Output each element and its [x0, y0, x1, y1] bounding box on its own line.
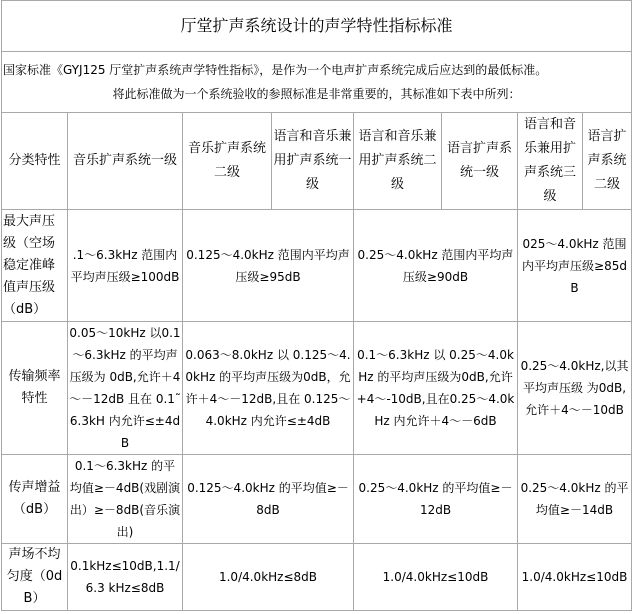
table-cell: 0.125～4.0kHz 的平均值≥－8dB	[183, 455, 354, 544]
table-cell: 0.05～10kHz 以0.1～6.3kHz 的平均声压级为 0dB,允许＋4～－12dB 且在 0.1˜6.3kH 内允许≤±4dB	[68, 322, 183, 455]
header-cell: 音乐扩声系统二级	[183, 113, 272, 210]
row-label: 最大声压级（空场稳定准峰值声压级（dB）	[2, 210, 68, 322]
table-cell: 0.1～6.3kHz 的平均值≥－4dB(戏剧演出）≥－8dB(音乐演出)	[68, 455, 183, 544]
row-label: 传声增益（dB）	[2, 455, 68, 544]
table-cell: 0.1kHz≤10dB,1.1/6.3 kHz≤8dB	[68, 544, 183, 611]
page-title: 厅堂扩声系统设计的声学特性指标标准	[2, 1, 632, 52]
table-row	[2, 322, 632, 455]
header-row	[2, 113, 632, 210]
standards-table	[1, 0, 632, 611]
table-row	[2, 210, 632, 322]
row-label: 声场不均匀度（0dB）	[2, 544, 68, 611]
table-row	[2, 544, 632, 611]
table-cell: 0.1～6.3kHz 以 0.25～4.0kHz 的平均声压级为0dB,允许+4～-10dB,且在0.25～4.0kHz 内允许＋4～－6dB	[354, 322, 518, 455]
table-row	[2, 455, 632, 544]
header-cell: 语言扩声系统二级	[583, 113, 632, 210]
intro-line-2: 将此标准做为一个系统验收的参照标准是非常重要的，其标准如下表中所列：	[112, 87, 521, 101]
header-cell: 语言和音乐兼用扩声系统三级	[518, 113, 583, 210]
intro-text	[2, 52, 632, 113]
header-cell: 分类特性	[2, 113, 68, 210]
table-cell: 0.25～4.0kHz 范围内平均声压级≥90dB	[354, 210, 518, 322]
table-cell: 0.25～4.0kHz,以其平均声压级 为0dB,允许＋4～－10dB	[518, 322, 632, 455]
row-label: 传输频率特性	[2, 322, 68, 455]
table-cell: 0.063～8.0kHz 以 0.125～4.0kHz 的平均声压级为0dB，允许＋4～－12dB,且在 0.125～4.0kHz 内允许≤±4dB	[183, 322, 354, 455]
header-cell: 音乐扩声系统一级	[68, 113, 183, 210]
header-cell: 语言扩声系统一级	[442, 113, 518, 210]
table-cell: 1.0/4.0kHz≤8dB	[183, 544, 354, 611]
table-cell: 0.25～4.0kHz 的平均值≥－14dB	[518, 455, 632, 544]
table-cell: 1.0/4.0kHz≤10dB	[518, 544, 632, 611]
header-cell: 语言和音乐兼用扩声系统一级	[272, 113, 354, 210]
table-cell: 0.125～4.0kHz 范围内平均声压级≥95dB	[183, 210, 354, 322]
table-cell: 1.0/4.0kHz≤10dB	[354, 544, 518, 611]
table-cell: .1～6.3kHz 范围内平均声压级≥100dB	[68, 210, 183, 322]
table-cell: 0.25～4.0kHz 的平均值≥－12dB	[354, 455, 518, 544]
header-cell: 语言和音乐兼用扩声系统二级	[354, 113, 442, 210]
table-cell: 025～4.0kHz 范围内平均声压级≥85dB	[518, 210, 632, 322]
intro-line-1: 国家标准《GYJ125 厅堂扩声系统声学特性指标》，是作为一个电声扩声系统完成后应达到的最低标准。	[3, 63, 548, 77]
